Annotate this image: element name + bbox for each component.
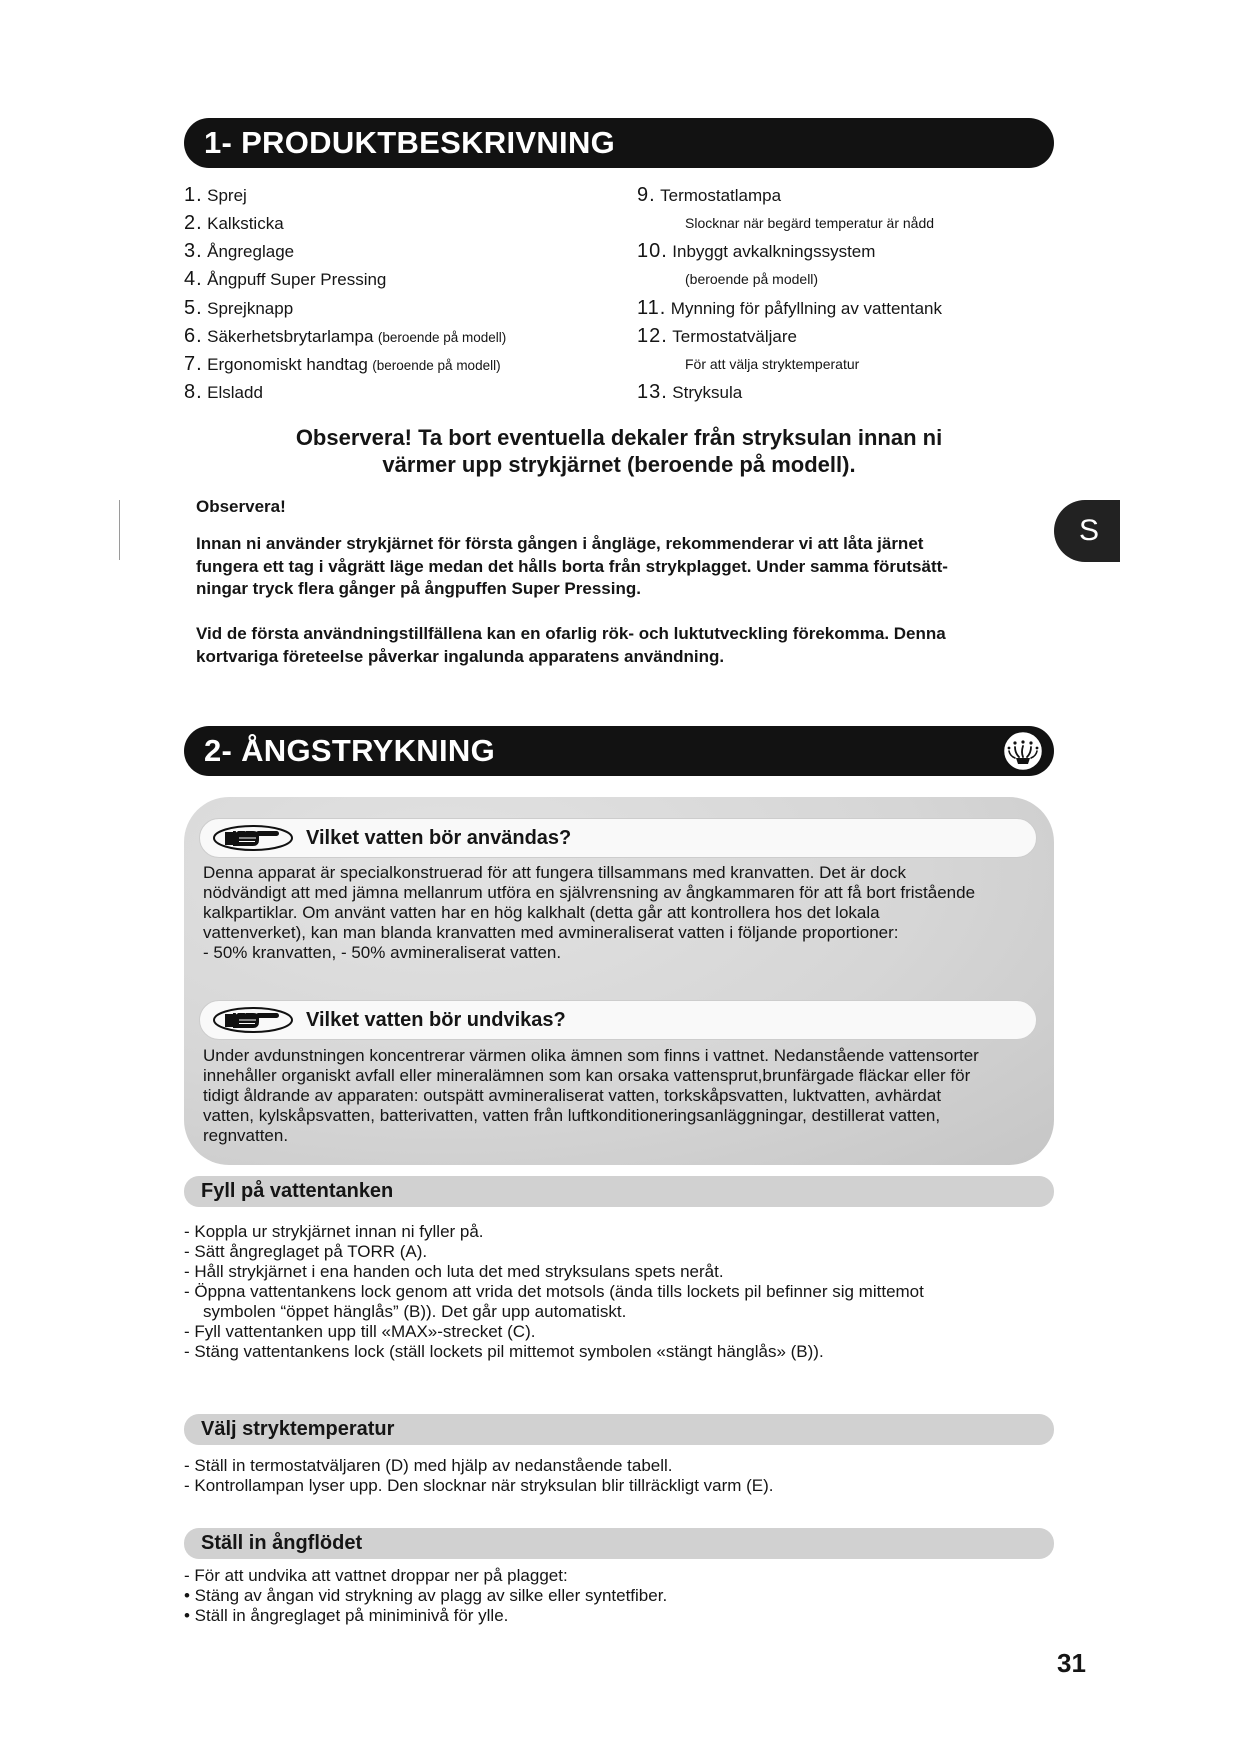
list-item: - Ställ in termostatväljaren (D) med hjälp av nedanstående tabell.	[184, 1456, 673, 1475]
notice-heading-line: värmer upp strykjärnet (beroende på modell).	[382, 452, 856, 477]
paragraph-line: tidigt åldrande av apparaten: outspätt avmineraliserat vatten, torkskåpsvatten, luktvatten, avhärdat	[203, 1086, 942, 1105]
item-note: (beroende på modell)	[377, 330, 507, 345]
item-description: Slocknar när begärd temperatur är nådd	[685, 215, 935, 231]
list-item: - Koppla ur strykjärnet innan ni fyller på.	[184, 1222, 484, 1241]
section-2-header	[184, 726, 1054, 776]
list-item: - Öppna vattentankens lock genom att vrida det motsols (ända tills lockets pil befinner sig mittemot	[184, 1282, 924, 1301]
item-number: 2.	[184, 212, 203, 234]
list-item: - Sätt ångreglaget på TORR (A).	[184, 1242, 428, 1261]
paragraph-line: Innan ni använder strykjärnet för första gången i ångläge, rekommenderar vi att låta järnet	[196, 534, 924, 553]
item-number: 10.	[637, 240, 668, 262]
pointing-hand-icon	[212, 824, 294, 852]
product-part-item	[637, 378, 742, 406]
item-number: 3.	[184, 240, 203, 262]
steam-flow-heading	[184, 1528, 1054, 1559]
list-item: • Ställ in ångreglaget på miniminivå för ylle.	[184, 1606, 509, 1625]
temperature-steps	[184, 1456, 774, 1496]
item-label: Mynning för påfyllning av vattentank	[670, 299, 942, 318]
item-label: Kalksticka	[207, 214, 284, 233]
paragraph-line: Vid de första användningstillfällena kan en ofarlig rök- och luktutveckling förekomma. Denna	[196, 624, 946, 643]
water-info-panel	[184, 797, 1054, 1165]
fill-tank-heading	[184, 1176, 1054, 1207]
list-item: - Kontrollampan lyser upp. Den slocknar när stryksulan blir tillräckligt varm (E).	[184, 1476, 774, 1495]
product-part-item	[637, 322, 797, 350]
item-number: 5.	[184, 297, 203, 319]
item-number: 13.	[637, 381, 668, 403]
paragraph-line: - 50% kranvatten, - 50% avmineraliserat vatten.	[203, 943, 562, 962]
product-part-item	[184, 181, 247, 209]
product-part-item	[637, 181, 781, 209]
item-number: 12.	[637, 325, 668, 347]
item-number: 9.	[637, 184, 656, 206]
paragraph-line: Denna apparat är specialkonstruerad för att fungera tillsammans med kranvatten. Det är dock	[203, 863, 907, 882]
item-note: (beroende på modell)	[372, 358, 501, 373]
water-avoid-title: Vilket vatten bör undvikas?	[306, 1009, 566, 1031]
product-part-item	[184, 237, 294, 265]
section-1-header	[184, 118, 1054, 168]
list-item: - Fyll vattentanken upp till «MAX»-strecket (C).	[184, 1322, 536, 1341]
paragraph-line: kalkpartiklar. Om använt vatten har en hög kalkhalt (detta går att kontrollera hos det lokala	[203, 903, 880, 922]
language-tab: S	[1054, 500, 1120, 562]
water-avoid-heading	[199, 1000, 1037, 1040]
item-label: Ångpuff Super Pressing	[207, 270, 387, 289]
list-item: - Håll strykjärnet i ena handen och luta det med stryksulans spets neråt.	[184, 1262, 724, 1281]
product-part-item	[184, 378, 263, 406]
steam-flow-steps	[184, 1566, 667, 1626]
item-label: Sprej	[207, 186, 247, 205]
water-use-title: Vilket vatten bör användas?	[306, 827, 572, 849]
paragraph-line: ningar tryck flera gånger på ångpuffen Super Pressing.	[196, 579, 641, 598]
notice-label: Observera!	[196, 497, 286, 516]
paragraph-line: vattenverket), kan man blanda kranvatten med avmineraliserat vatten i följande proportioner:	[203, 923, 899, 942]
list-item: • Stäng av ångan vid strykning av plagg av silke eller syntetfiber.	[184, 1586, 668, 1605]
product-part-item	[184, 350, 501, 378]
item-number: 1.	[184, 184, 203, 206]
water-use-text	[203, 863, 975, 963]
item-number: 11.	[637, 297, 667, 319]
list-item: - För att undvika att vattnet droppar ner på plagget:	[184, 1566, 568, 1585]
water-use-heading	[199, 818, 1037, 858]
item-description: (beroende på modell)	[685, 271, 819, 287]
steam-flow-title: Ställ in ångflödet	[201, 1532, 363, 1554]
product-part-item	[184, 209, 284, 237]
product-part-item	[184, 294, 293, 322]
item-number: 4.	[184, 268, 203, 290]
paragraph-line: kortvariga företeelse påverkar ingalunda apparatens användning.	[196, 646, 725, 666]
notice-heading-line: Observera! Ta bort eventuella dekaler från stryksulan innan ni	[295, 425, 943, 450]
margin-rule	[119, 500, 120, 560]
item-label: Inbyggt avkalkningssystem	[672, 242, 876, 261]
item-label: Säkerhetsbrytarlampa	[207, 327, 374, 346]
fill-tank-steps	[184, 1222, 924, 1362]
item-description: För att välja stryktemperatur	[685, 356, 860, 372]
paragraph-line: nödvändigt att med jämna mellanrum utföra en självrensning av ångkammaren för att få bort fristående	[203, 883, 976, 902]
list-item: - Stäng vattentankens lock (ställ lockets pil mittemot symbolen «stängt hänglås» (B)).	[184, 1342, 824, 1361]
paragraph-line: regnvatten.	[203, 1126, 289, 1145]
paragraph-line: fungera ett tag i vågrätt läge medan det hålls borta från strykplagget. Under samma förutsätt-	[196, 556, 948, 576]
product-part-item	[184, 265, 386, 293]
item-number: 6.	[184, 325, 203, 347]
item-label: Stryksula	[672, 383, 743, 402]
temperature-title: Välj stryktemperatur	[201, 1418, 395, 1440]
section-2-title: 2- ÅNGSTRYKNING	[204, 733, 495, 768]
list-item-continuation: symbolen “öppet hänglås” (B)). Det går upp automatiskt.	[203, 1302, 627, 1321]
notice-heading	[184, 424, 1054, 478]
page-number: 31	[1057, 1648, 1086, 1678]
item-number: 8.	[184, 381, 203, 403]
item-label: Termostatväljare	[672, 327, 797, 346]
item-label: Ergonomiskt handtag	[207, 355, 368, 374]
paragraph-line: vatten, kylskåpsvatten, batterivatten, vatten från luftkonditioneringsanläggningar, destillerat vatten,	[203, 1106, 941, 1125]
pointing-hand-icon	[212, 1006, 294, 1034]
product-part-item	[637, 294, 942, 322]
product-part-item	[184, 322, 506, 350]
section-1-title: 1- PRODUKTBESKRIVNING	[204, 125, 616, 160]
item-label: Ångreglage	[207, 242, 295, 261]
notice-paragraph-2	[196, 623, 946, 668]
paragraph-line: innehåller organiskt avfall eller mineralämnen som kan orsaka vattensprut,brunfärgade fläckar eller för	[203, 1066, 971, 1085]
item-label: Elsladd	[207, 383, 263, 402]
fill-tank-title: Fyll på vattentanken	[201, 1180, 394, 1202]
steam-icon	[1001, 729, 1045, 773]
product-part-item	[637, 237, 875, 265]
notice-paragraph-1	[196, 533, 948, 601]
item-number: 7.	[184, 353, 203, 375]
temperature-heading	[184, 1414, 1054, 1445]
item-label: Sprejknapp	[207, 299, 294, 318]
paragraph-line: Under avdunstningen koncentrerar värmen olika ämnen som finns i vattnet. Nedanstående vattensorter	[203, 1046, 979, 1065]
item-label: Termostatlampa	[660, 186, 782, 205]
water-avoid-text	[203, 1046, 979, 1146]
